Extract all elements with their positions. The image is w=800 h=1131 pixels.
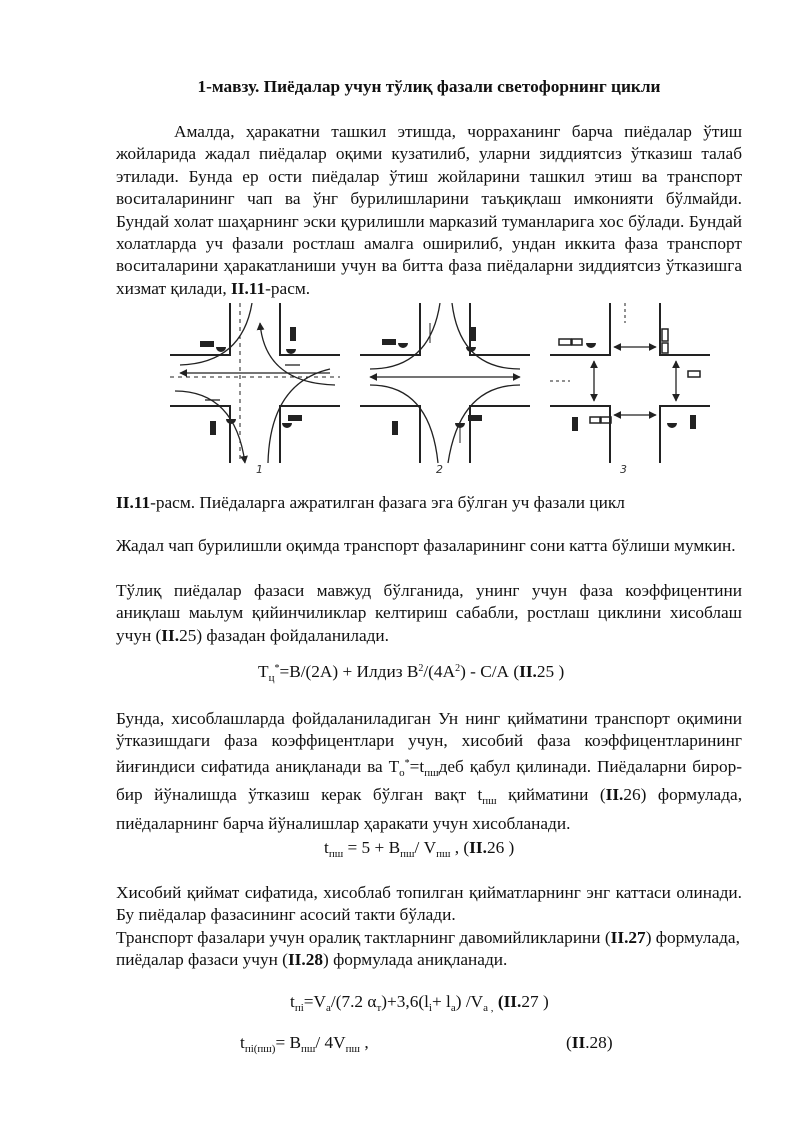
f27-sub: i	[428, 1002, 432, 1014]
f28-part: / 4V	[315, 1033, 346, 1052]
f28-num-part: (	[566, 1033, 572, 1052]
paragraph-intro	[116, 121, 742, 300]
para3-text: қийматини (	[496, 785, 606, 805]
f26-part: / V	[414, 838, 437, 857]
f25-part: =В/(2А) + Илдиз В	[279, 662, 419, 681]
para4-ref: II.28	[287, 950, 323, 970]
para3-sub: пш	[424, 766, 439, 779]
f26-ref: II.	[469, 838, 487, 857]
f25-sup: 2	[455, 663, 461, 674]
f27-ref: II.	[503, 992, 522, 1011]
para4-text: Транспорт фазалари учун оралиқ тактларнинг давомийликларини (	[116, 928, 611, 947]
para3-text: =t	[409, 756, 425, 776]
f27-part: /(7.2 α	[330, 992, 377, 1011]
f27-sub: a ,	[483, 1002, 494, 1014]
formula-ii27	[290, 992, 549, 1014]
f28-part: = В	[275, 1033, 302, 1052]
para3-sub: пш	[482, 795, 497, 808]
paragraph-pedestrian-phase-text: Тўлиқ пиёдалар фазаси мавжуд бўлганида, унинг учун фаза коэффицентини аниқлаш маьлум қийинчиликлар келтириш сабабли, ростлаш циклини хисоблаш учун (	[116, 581, 742, 645]
formula-ref: II.	[161, 625, 180, 645]
figure-label-1: 1	[256, 463, 263, 475]
intersection-scheme-1	[170, 303, 340, 463]
f27-sub: т	[376, 1002, 382, 1014]
para3-text: деб қабул қилинади. Пиёдаларни бирор-бир йўналишда ўтказиш керак бўлган вақт t	[116, 756, 742, 805]
f27-part: =V	[303, 992, 326, 1011]
formula-ii25	[258, 662, 564, 684]
caption-ref: II.11	[116, 493, 151, 512]
para3-sup: *	[404, 757, 410, 769]
figure-label-2: 2	[436, 463, 443, 475]
f27-part: t	[290, 992, 295, 1011]
f27-sub: пi	[294, 1002, 304, 1014]
para3-sub: о	[399, 766, 405, 779]
paragraph-calculation	[116, 708, 742, 835]
f26-sub: пш	[328, 848, 344, 860]
caption-text: -расм. Пиёдаларга ажратилган фазага эга бўлган уч фазали цикл	[150, 493, 625, 512]
f26-sub: пш	[400, 848, 415, 860]
f27-part: ) /V	[455, 992, 484, 1011]
f28-sub: пш	[301, 1043, 316, 1055]
figure-ref-suffix: -расм.	[265, 278, 311, 298]
para4-ref: II.27	[610, 928, 646, 947]
f25-sub: ц	[268, 672, 275, 684]
figure-caption	[116, 492, 742, 514]
f27-part: + l	[431, 992, 451, 1011]
f28-sub: пi(пш)	[244, 1043, 276, 1055]
f25-part: Т	[258, 662, 269, 681]
f25-part: 25 )	[536, 662, 565, 681]
para3-text: Бунда, хисоблашларда фойдаланиладиган Ун нинг қийматини транспорт оқимини ўтказишдаги фаза коэффицентлари учун, хисобий фаза коэффицентларининг йиғиндиси сифатида аниқланади ва Т	[116, 709, 742, 776]
f28-ref: II	[571, 1033, 586, 1052]
f25-part: /(4А	[423, 662, 456, 681]
figure-label-3: 3	[620, 463, 627, 475]
f25-part: ) - С/А (	[460, 662, 520, 681]
figure-ref: II.11	[231, 278, 266, 298]
f27-sub: a	[326, 1002, 331, 1014]
f27-part: )+3,6(l	[381, 992, 429, 1011]
paragraph-pedestrian-phase	[116, 580, 742, 647]
f27-part: 27 )	[521, 992, 549, 1011]
intersection-scheme-3	[550, 303, 710, 463]
f26-part: 26 )	[486, 838, 515, 857]
formula-ii28-number	[566, 1033, 613, 1053]
f26-part: , (	[450, 838, 470, 857]
paragraph-left-turn-text: Жадал чап бурилишли оқимда транспорт фазаларининг сони катта бўлиши мумкин.	[116, 536, 736, 555]
paragraph-max-value	[116, 882, 742, 927]
formula-ii28	[240, 1033, 369, 1055]
paragraph-left-turn	[116, 535, 742, 557]
intersection-scheme-2	[360, 303, 530, 463]
f28-part: t	[240, 1033, 245, 1052]
page-title: 1-мавзу. Пиёдалар учун тўлиқ фазали светофорнинг цикли	[197, 77, 661, 96]
f27-part: (	[493, 992, 504, 1011]
f26-part: t	[324, 838, 329, 857]
f27-sub: a	[450, 1002, 456, 1014]
paragraph-interphase	[116, 927, 742, 972]
para3-text: 26) формулада, пиёдаларнинг барча йўналишлар ҳаракати учун хисобланади.	[116, 785, 743, 833]
paragraph-max-value-text: Хисобий қиймат сифатида, хисоблаб топилган қийматларнинг энг каттаси олинади. Бу пиёдалар фазасининг асосий такти бўлади.	[116, 883, 742, 925]
f25-sup: 2	[418, 663, 424, 674]
f26-sub: пш	[436, 848, 451, 860]
f25-ref: II.	[519, 662, 537, 681]
intersection-phase-figure	[170, 303, 710, 475]
paragraph-pedestrian-phase-end: 25) фазадан фойдаланилади.	[179, 625, 389, 645]
formula-ii26	[324, 838, 514, 860]
paragraph-intro-text: Амалда, ҳаракатни ташкил этишда, чорраханинг барча пиёдалар ўтиш жойларида жадал пиёдалар оқими кузатилиб, уларни зиддиятсиз ўтказиш талаб этилади. Бунда ер ости пиёдалар ўтиш жойларини ташкил этиш ва транспорт воситаларининг чап ва ўнг бурилишларини таъқиқлаш имконияти бўлмайди. Бундай холат шаҳарнинг эски қурилишли марказий туманларига хос бўлади. Бундай холатларда уч фазали ростлаш амалга оширилиб, ундан иккита фаза транспорт воситаларини ҳаракатланиши учун ва битта фаза пиёдаларни зиддиятсиз ўтказишга хизмат қилади,	[116, 122, 742, 298]
f28-sub: пш	[345, 1043, 361, 1055]
para4-text: ) формулада аниқланади.	[323, 950, 508, 970]
f25-sup: *	[274, 663, 280, 674]
para3-ref: II.	[605, 785, 624, 805]
para4-text: ) формулада, пиёдалар фазаси учун (	[116, 928, 740, 970]
f26-part: = 5 + В	[343, 838, 401, 857]
f28-part: ,	[360, 1033, 369, 1052]
f28-num-part: .28)	[585, 1033, 613, 1052]
